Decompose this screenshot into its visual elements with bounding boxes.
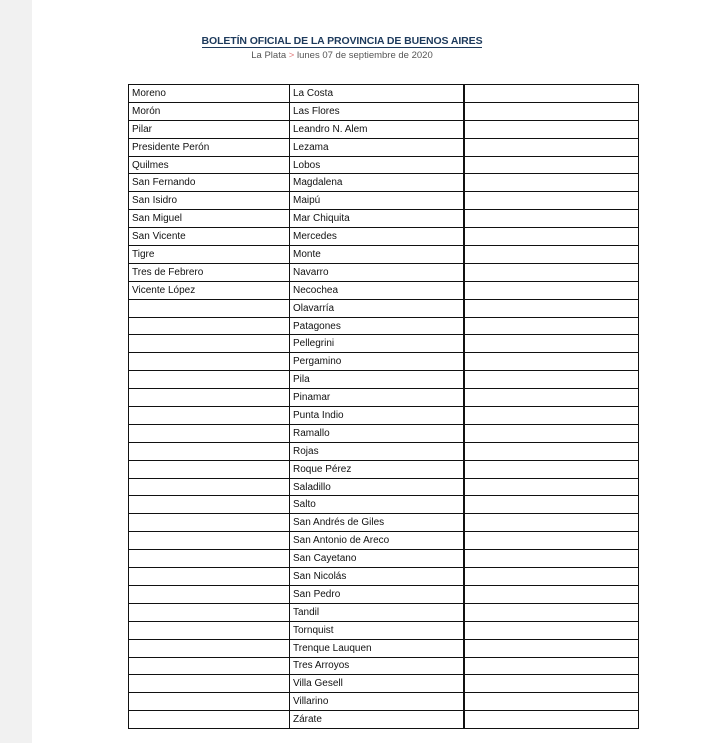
table-cell-col3 — [464, 532, 639, 550]
table-cell-col3 — [464, 156, 639, 174]
table-row — [129, 120, 639, 138]
table-row — [129, 514, 639, 532]
table-row — [129, 550, 639, 568]
table-cell-col1 — [129, 568, 290, 586]
table-cell-col2: Zárate — [290, 711, 464, 729]
table-cell-col2: San Pedro — [290, 585, 464, 603]
table-row — [129, 210, 639, 228]
table-cell-col2: Olavarría — [290, 299, 464, 317]
table-cell-col1: Tigre — [129, 246, 290, 264]
table-row — [129, 532, 639, 550]
table-cell-col1 — [129, 353, 290, 371]
table-cell-col3 — [464, 389, 639, 407]
table-cell-col1: San Vicente — [129, 228, 290, 246]
table-cell-col3 — [464, 371, 639, 389]
table-cell-col1: Quilmes — [129, 156, 290, 174]
table-row — [129, 281, 639, 299]
table-cell-col2: Roque Pérez — [290, 460, 464, 478]
table-cell-col1 — [129, 532, 290, 550]
table-cell-col3 — [464, 621, 639, 639]
table-cell-col3 — [464, 442, 639, 460]
table-row — [129, 478, 639, 496]
table-cell-col1 — [129, 675, 290, 693]
table-row — [129, 639, 639, 657]
table-cell-col1 — [129, 585, 290, 603]
table-cell-col3 — [464, 496, 639, 514]
table-cell-col2: Tandil — [290, 603, 464, 621]
table-cell-col3 — [464, 353, 639, 371]
table-cell-col1 — [129, 424, 290, 442]
table-cell-col2: Las Flores — [290, 102, 464, 120]
table-cell-col3 — [464, 693, 639, 711]
table-cell-col2: Ramallo — [290, 424, 464, 442]
table-row — [129, 156, 639, 174]
table-cell-col1 — [129, 389, 290, 407]
table-cell-col2: San Andrés de Giles — [290, 514, 464, 532]
table-row — [129, 228, 639, 246]
table-cell-col3 — [464, 192, 639, 210]
table-row — [129, 693, 639, 711]
table-cell-col2: Lobos — [290, 156, 464, 174]
table-cell-col2: Tres Arroyos — [290, 657, 464, 675]
page-header — [32, 31, 652, 62]
table-cell-col2: La Costa — [290, 85, 464, 103]
table-row — [129, 603, 639, 621]
bulletin-subtitle — [32, 50, 652, 62]
table-row — [129, 675, 639, 693]
bulletin-title: BOLETÍN OFICIAL DE LA PROVINCIA DE BUENOS AIRES — [201, 35, 483, 47]
table-row — [129, 174, 639, 192]
table-cell-col2: San Nicolás — [290, 568, 464, 586]
table-cell-col2: Navarro — [290, 263, 464, 281]
table-cell-col1 — [129, 371, 290, 389]
table-row — [129, 424, 639, 442]
table-cell-col3 — [464, 407, 639, 425]
table-cell-col2: Pergamino — [290, 353, 464, 371]
table-cell-col1 — [129, 407, 290, 425]
breadcrumb-separator: > — [288, 50, 295, 61]
table-cell-col1: Moreno — [129, 85, 290, 103]
table-cell-col3 — [464, 210, 639, 228]
table-cell-col1 — [129, 514, 290, 532]
table-cell-col2: Tornquist — [290, 621, 464, 639]
table-cell-col2: Rojas — [290, 442, 464, 460]
table-cell-col2: San Antonio de Areco — [290, 532, 464, 550]
table-cell-col3 — [464, 514, 639, 532]
table-cell-col2: Punta Indio — [290, 407, 464, 425]
table-row — [129, 585, 639, 603]
table-cell-col2: Villa Gesell — [290, 675, 464, 693]
table-cell-col2: Mar Chiquita — [290, 210, 464, 228]
table-cell-col2: Necochea — [290, 281, 464, 299]
table-cell-col3 — [464, 478, 639, 496]
table-cell-col2: Lezama — [290, 138, 464, 156]
table-cell-col3 — [464, 603, 639, 621]
table-cell-col2: Patagones — [290, 317, 464, 335]
table-cell-col3 — [464, 120, 639, 138]
table-cell-col3 — [464, 424, 639, 442]
table-row — [129, 85, 639, 103]
table-row — [129, 102, 639, 120]
table-cell-col3 — [464, 246, 639, 264]
table-cell-col3 — [464, 550, 639, 568]
table-cell-col1: Tres de Febrero — [129, 263, 290, 281]
bulletin-city: La Plata — [251, 50, 287, 61]
table-cell-col1 — [129, 335, 290, 353]
table-row — [129, 460, 639, 478]
table-row — [129, 389, 639, 407]
table-cell-col3 — [464, 299, 639, 317]
table-cell-col3 — [464, 281, 639, 299]
document-page — [32, 0, 720, 743]
table-cell-col3 — [464, 657, 639, 675]
table-row — [129, 371, 639, 389]
table-row — [129, 353, 639, 371]
table-cell-col2: Saladillo — [290, 478, 464, 496]
table-cell-col2: Pila — [290, 371, 464, 389]
table-cell-col1: San Miguel — [129, 210, 290, 228]
table-cell-col2: Magdalena — [290, 174, 464, 192]
table-cell-col1: Presidente Perón — [129, 138, 290, 156]
table-cell-col3 — [464, 568, 639, 586]
table-cell-col1 — [129, 657, 290, 675]
table-row — [129, 317, 639, 335]
table-cell-col1 — [129, 603, 290, 621]
table-cell-col2: Monte — [290, 246, 464, 264]
table-cell-col2: Leandro N. Alem — [290, 120, 464, 138]
table-cell-col3 — [464, 138, 639, 156]
municipality-table — [128, 84, 639, 729]
table-cell-col1: San Isidro — [129, 192, 290, 210]
table-cell-col2: Salto — [290, 496, 464, 514]
table-row — [129, 657, 639, 675]
table-row — [129, 621, 639, 639]
table-row — [129, 496, 639, 514]
table-cell-col3 — [464, 102, 639, 120]
table-cell-col3 — [464, 85, 639, 103]
table-cell-col3 — [464, 263, 639, 281]
table-row — [129, 407, 639, 425]
table-row — [129, 568, 639, 586]
table-cell-col3 — [464, 639, 639, 657]
table-cell-col1: Pilar — [129, 120, 290, 138]
table-cell-col3 — [464, 460, 639, 478]
table-cell-col3 — [464, 317, 639, 335]
table-cell-col3 — [464, 711, 639, 729]
table-cell-col1: Morón — [129, 102, 290, 120]
table-cell-col3 — [464, 585, 639, 603]
table-cell-col2: Maipú — [290, 192, 464, 210]
table-cell-col3 — [464, 335, 639, 353]
table-cell-col1 — [129, 460, 290, 478]
table-row — [129, 138, 639, 156]
table-cell-col3 — [464, 228, 639, 246]
table-cell-col2: Pinamar — [290, 389, 464, 407]
table-cell-col3 — [464, 174, 639, 192]
table-cell-col1 — [129, 299, 290, 317]
table-cell-col1 — [129, 711, 290, 729]
table-cell-col1 — [129, 693, 290, 711]
table-row — [129, 192, 639, 210]
table-cell-col2: Villarino — [290, 693, 464, 711]
table-row — [129, 299, 639, 317]
table-row — [129, 711, 639, 729]
table-cell-col1 — [129, 550, 290, 568]
table-cell-col1: San Fernando — [129, 174, 290, 192]
table-row — [129, 263, 639, 281]
table-row — [129, 335, 639, 353]
table-cell-col2: Trenque Lauquen — [290, 639, 464, 657]
table-cell-col1 — [129, 496, 290, 514]
table-cell-col2: San Cayetano — [290, 550, 464, 568]
table-row — [129, 442, 639, 460]
table-cell-col1 — [129, 621, 290, 639]
table-cell-col3 — [464, 675, 639, 693]
table-row — [129, 246, 639, 264]
table-cell-col1: Vicente López — [129, 281, 290, 299]
table-cell-col2: Mercedes — [290, 228, 464, 246]
table-cell-col1 — [129, 639, 290, 657]
table-cell-col2: Pellegrini — [290, 335, 464, 353]
bulletin-date: lunes 07 de septiembre de 2020 — [296, 50, 433, 61]
table-cell-col1 — [129, 317, 290, 335]
table-cell-col1 — [129, 478, 290, 496]
table-cell-col1 — [129, 442, 290, 460]
